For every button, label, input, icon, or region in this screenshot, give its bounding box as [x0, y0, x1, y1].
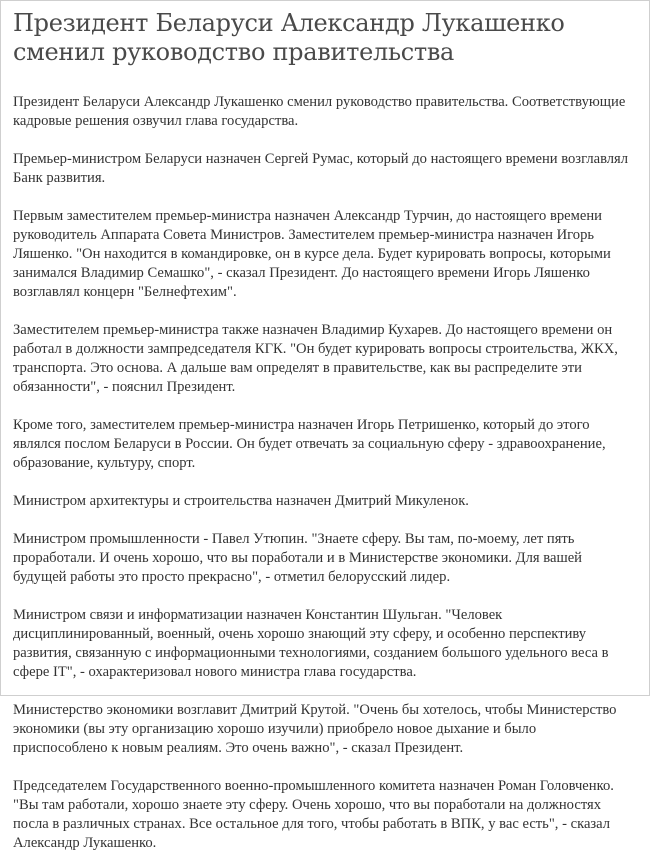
article-paragraph: Заместителем премьер-министра также назначен Владимир Кухарев. До настоящего времени он работал в должности зампредседателя КГК. "Он будет курировать вопросы строительства, ЖКХ, транспорта. Это основа. А дальше вам определят в правительстве, как вы распределите эти обязанности", - пояснил Президент. [13, 322, 618, 395]
article [1, 1, 649, 853]
article-title: Президент Беларуси Александр Лукашенко сменил руководство правительства [13, 9, 565, 66]
article-paragraph: Председателем Государственного военно-промышленного комитета назначен Роман Головченко. "Вы там работали, хорошо знаете эту сферу. Очень хорошо, что вы поработали на должностях посла в различных странах. Все остальное для того, чтобы работать в ВПК, у вас есть", - сказал Александр Лукашенко. [13, 778, 614, 851]
article-paragraph: Министром связи и информатизации назначен Константин Шульган. "Человек дисциплинированный, военный, очень хорошо знающий эту сферу, и особенно перспективу развития, связанную с информационными технологиями, созданием большого удельного веса в сфере IT", - охарактеризовал нового министра глава государства. [13, 607, 609, 680]
article-paragraph: Первым заместителем премьер-министра назначен Александр Турчин, до настоящего времени руководитель Аппарата Совета Министров. Заместителем премьер-министра назначен Игорь Ляшенко. "Он находится в командировке, он в курсе дела. Будет курировать вопросы, которыми занимался Владимир Семашко", - сказал Президент. До настоящего времени Игорь Ляшенко возглавлял концерн "Белнефтехим". [13, 208, 611, 300]
article-paragraph: Премьер-министром Беларуси назначен Сергей Румас, который до настоящего времени возглавлял Банк развития. [13, 151, 629, 186]
article-paragraph: Президент Беларуси Александр Лукашенко сменил руководство правительства. Соответствующие кадровые решения озвучил глава государства. [13, 94, 626, 129]
article-body [13, 93, 633, 853]
article-paragraph: Министром архитектуры и строительства назначен Дмитрий Микуленок. [13, 493, 469, 509]
article-paragraph: Министерство экономики возглавит Дмитрий Крутой. "Очень бы хотелось, чтобы Министерство экономики (вы эту организацию хорошо изучили) приобрело новое дыхание и было приспособлено к новым реалиям. Это очень важно", - сказал Президент. [13, 702, 617, 756]
article-paragraph: Министром промышленности - Павел Утюпин. "Знаете сферу. Вы там, по-моему, лет пять проработали. И очень хорошо, что вы поработали и в Министерстве экономики. Для вашей будущей работы это просто прекрасно", - отметил белорусский лидер. [13, 531, 582, 585]
article-paragraph: Кроме того, заместителем премьер-министра назначен Игорь Петришенко, который до этого являлся послом Беларуси в России. Он будет отвечать за социальную сферу - здравоохранение, образование, культуру, спорт. [13, 417, 606, 471]
